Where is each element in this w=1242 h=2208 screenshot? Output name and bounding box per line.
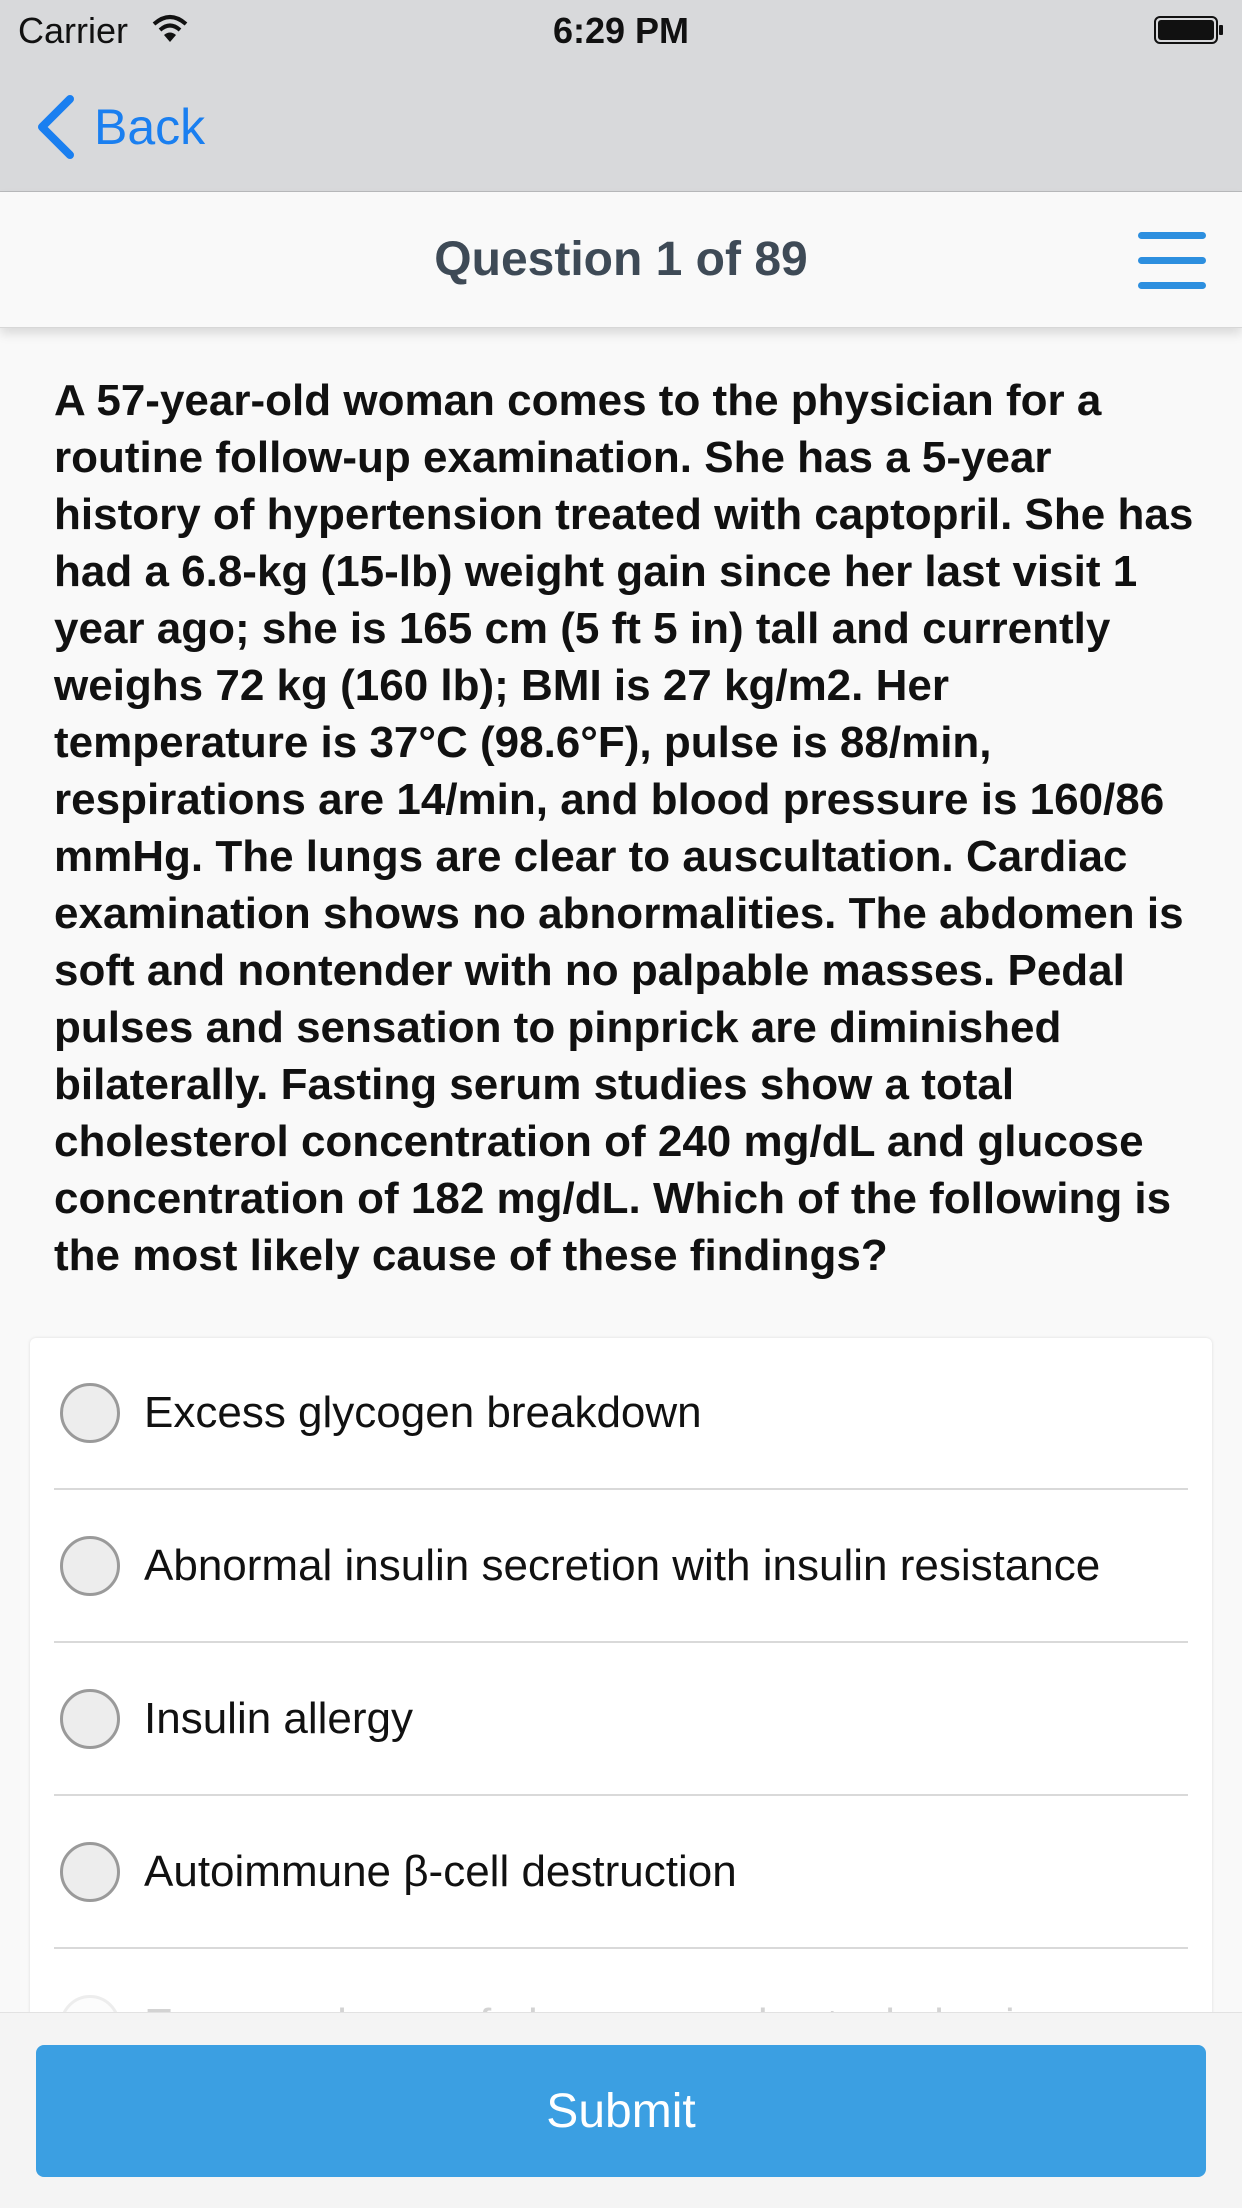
question-counter: Question 1 of 89: [434, 233, 808, 286]
answer-label: Insulin allergy: [144, 1694, 414, 1743]
menu-line: [1138, 282, 1206, 289]
radio-button[interactable]: [60, 1536, 120, 1596]
answer-option-2[interactable]: [54, 1491, 1188, 1643]
carrier-label: Carrier: [18, 10, 129, 51]
radio-button[interactable]: [60, 1689, 120, 1749]
question-stem: A 57-year-old woman comes to the physician for a routine follow-up examination. She has a 5-year history of hypertension treated with captopril. She has had a 6.8-kg (15-lb) weight gain since her last visit 1 year ago; she is 165 cm (5 ft 5 in) tall and currently weighs 72 kg (160 lb); BMI is 27 kg/m2. Her temperature is 37°C (98.6°F), pulse is 88/min, respirations are 14/min, and blood pressure is 160/86 mmHg. The lungs are clear to auscultation. Cardiac examination shows no abnormalities. The abdomen is soft and nontender with no palpable masses. Pedal pulses and sensation to pinprick are diminished bilaterally. Fasting serum studies show a total cholesterol concentration of 240 mg/dL and glucose concentration of 182 mg/dL. Which of the following is the most likely cause of these findings?: [54, 376, 1194, 1280]
status-bar: [0, 0, 1242, 60]
back-button[interactable]: [34, 92, 205, 162]
navigation-bar: [0, 0, 1242, 192]
submit-button[interactable]: Submit: [36, 2045, 1206, 2177]
radio-button[interactable]: [60, 1383, 120, 1443]
answer-label: Excess glycogen breakdown: [144, 1388, 702, 1437]
question-header: [0, 192, 1242, 328]
radio-button[interactable]: [60, 1842, 120, 1902]
answer-label: Autoimmune β-cell destruction: [144, 1847, 737, 1896]
menu-line: [1138, 257, 1206, 264]
answer-option-1[interactable]: [54, 1338, 1188, 1490]
menu-line: [1138, 232, 1206, 239]
answer-option-4[interactable]: [54, 1797, 1188, 1949]
answer-label: Abnormal insulin secretion with insulin resistance: [144, 1541, 1101, 1590]
answer-option-3[interactable]: [54, 1644, 1188, 1796]
battery-icon: [1154, 16, 1224, 44]
clock: 6:29 PM: [552, 10, 690, 51]
answer-choices: [30, 1338, 1212, 2038]
footer-bar: [0, 2012, 1242, 2208]
hamburger-menu-icon[interactable]: [1138, 232, 1206, 290]
back-label: Back: [94, 99, 206, 155]
chevron-left-icon: [34, 95, 78, 159]
